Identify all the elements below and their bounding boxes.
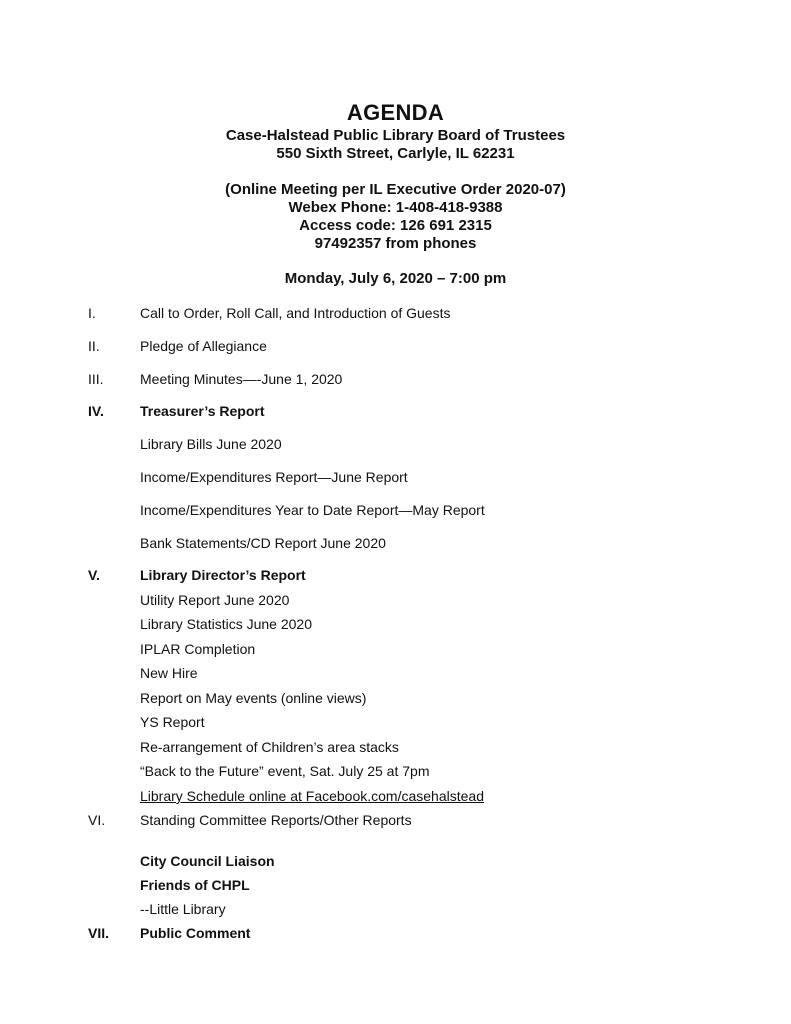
agenda-subitem: YS Report bbox=[140, 714, 205, 730]
phone-code: 97492357 from phones bbox=[314, 235, 477, 252]
section-number: VI. bbox=[88, 812, 106, 828]
agenda-subitem: Library Bills June 2020 bbox=[140, 436, 282, 452]
section-number: III. bbox=[88, 371, 104, 387]
section-number: I. bbox=[88, 305, 96, 321]
agenda-subitem: Income/Expenditures Year to Date Report—May Report bbox=[140, 502, 485, 518]
agenda-subitem: Re-arrangement of Children’s area stacks bbox=[140, 739, 399, 755]
agenda-subitem: City Council Liaison bbox=[140, 853, 275, 869]
agenda-subitem: IPLAR Completion bbox=[140, 641, 256, 657]
section-meeting-minutes: Meeting Minutes—-June 1, 2020 bbox=[140, 371, 343, 387]
agenda-subitem: Friends of CHPL bbox=[140, 877, 250, 893]
page-title: AGENDA bbox=[346, 100, 445, 125]
section-public-comment: Public Comment bbox=[140, 925, 251, 941]
agenda-subitem: Bank Statements/CD Report June 2020 bbox=[140, 535, 386, 551]
section-treasurers-report: Treasurer’s Report bbox=[140, 403, 265, 419]
meeting-date: Monday, July 6, 2020 – 7:00 pm bbox=[284, 270, 507, 287]
agenda-subitem: --Little Library bbox=[140, 901, 226, 917]
agenda-subitem: New Hire bbox=[140, 665, 198, 681]
section-number: VII. bbox=[88, 925, 110, 941]
section-call-to-order: Call to Order, Roll Call, and Introduction of Guests bbox=[140, 305, 451, 321]
access-code: Access code: 126 691 2315 bbox=[299, 217, 492, 234]
webex-phone: Webex Phone: 1-408-418-9388 bbox=[288, 199, 503, 216]
section-number: IV. bbox=[88, 403, 104, 419]
section-number: V. bbox=[88, 567, 100, 583]
online-meeting-note: (Online Meeting per IL Executive Order 2020-07) bbox=[225, 181, 566, 198]
agenda-subitem: Income/Expenditures Report—June Report bbox=[140, 469, 408, 485]
agenda-subitem: Utility Report June 2020 bbox=[140, 592, 290, 608]
organization-address: 550 Sixth Street, Carlyle, IL 62231 bbox=[276, 145, 515, 162]
agenda-subitem: “Back to the Future” event, Sat. July 25 at 7pm bbox=[140, 763, 430, 779]
agenda-subitem: Report on May events (online views) bbox=[140, 690, 367, 706]
agenda-subitem: Library Statistics June 2020 bbox=[140, 616, 312, 632]
organization-name: Case-Halstead Public Library Board of Trustees bbox=[225, 127, 566, 144]
section-committee-reports: Standing Committee Reports/Other Reports bbox=[140, 812, 412, 828]
section-directors-report: Library Director’s Report bbox=[140, 567, 306, 583]
section-number: II. bbox=[88, 338, 100, 354]
library-schedule-link[interactable]: Library Schedule online at Facebook.com/casehalstead bbox=[140, 788, 484, 804]
section-pledge: Pledge of Allegiance bbox=[140, 338, 267, 354]
